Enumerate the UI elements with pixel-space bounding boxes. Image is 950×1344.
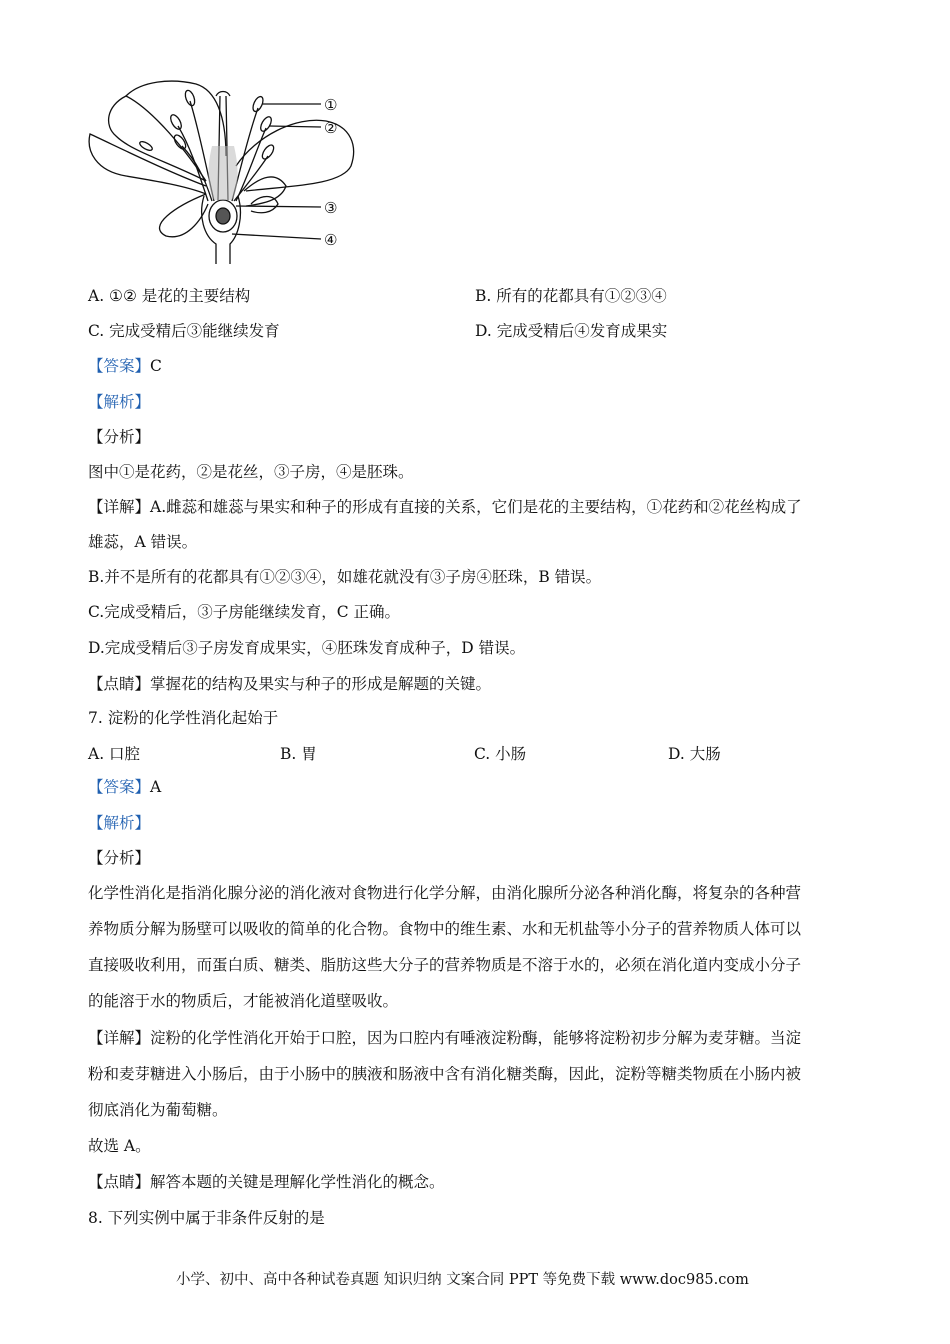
q7-option-d: D. 大肠 xyxy=(668,745,721,763)
q7-dianjing xyxy=(88,1171,445,1193)
q6-dianjing xyxy=(88,673,491,695)
figure-label-4: ④ xyxy=(324,231,338,249)
q7-jiexi-tag: 【解析】 xyxy=(88,814,151,832)
dianjing-tag: 【点睛】 xyxy=(88,1173,151,1191)
answer-value: C xyxy=(150,357,162,375)
q7-answer xyxy=(88,776,161,798)
flower-structure-figure xyxy=(86,76,360,264)
answer-tag: 【答案】 xyxy=(88,778,151,796)
xiangjie-tag: 【详解】 xyxy=(88,1029,151,1047)
q7-fenxi-line: 直接吸收利用，而蛋白质、糖类、脂肪这些大分子的营养物质是不溶于水的，必须在消化道内变成小分子 xyxy=(88,956,802,974)
q6-xiangjie-line1 xyxy=(88,496,802,518)
q6-fenxi-text: 图中①是花药，②是花丝，③子房，④是胚珠。 xyxy=(88,463,414,481)
q6-option-d: D. 完成受精后④发育成果实 xyxy=(475,322,668,340)
dianjing-text: 掌握花的结构及果实与种子的形成是解题的关键。 xyxy=(150,675,492,693)
answer-value: A xyxy=(150,778,162,796)
q7-option-a: A. 口腔 xyxy=(88,745,141,763)
q6-c-explanation: C.完成受精后，③子房能继续发育，C 正确。 xyxy=(88,603,401,621)
q6-answer xyxy=(88,355,162,377)
dianjing-tag: 【点睛】 xyxy=(88,675,151,693)
q7-fenxi-line: 养物质分解为肠壁可以吸收的简单的化合物。食物中的维生素、水和无机盐等小分子的营养物质人体可以 xyxy=(88,920,802,938)
q7-xiangjie-line: 彻底消化为葡萄糖。 xyxy=(88,1101,228,1119)
q7-fenxi-line: 的能溶于水的物质后，才能被消化道壁吸收。 xyxy=(88,992,399,1010)
xiangjie-text: 淀粉的化学性消化开始于口腔，因为口腔内有唾液淀粉酶，能够将淀粉初步分解为麦芽糖。当淀 xyxy=(150,1029,802,1047)
q7-xiangjie-line xyxy=(88,1027,801,1049)
q6-option-c: C. 完成受精后③能继续发育 xyxy=(88,322,280,340)
figure-label-2: ② xyxy=(324,119,338,137)
q6-d-explanation: D.完成受精后③子房发育成果实，④胚珠发育成种子，D 错误。 xyxy=(88,639,526,657)
dianjing-text: 解答本题的关键是理解化学性消化的概念。 xyxy=(150,1173,445,1191)
q7-option-b: B. 胃 xyxy=(280,745,317,763)
page-footer: 小学、初中、高中各种试卷真题 知识归纳 文案合同 PPT 等免费下载 www.doc985.com xyxy=(176,1272,749,1288)
figure-label-3: ③ xyxy=(324,199,338,217)
figure-label-1: ① xyxy=(324,96,338,114)
q7-fenxi-tag: 【分析】 xyxy=(88,849,151,867)
q6-option-a: A. ①② 是花的主要结构 xyxy=(88,287,251,305)
xiangjie-text: A.雌蕊和雄蕊与果实和种子的形成有直接的关系，它们是花的主要结构，①花药和②花丝构成了 xyxy=(150,498,802,516)
answer-tag: 【答案】 xyxy=(88,357,151,375)
q7-conclusion: 故选 A。 xyxy=(88,1137,151,1155)
q6-b-explanation: B.并不是所有的花都具有①②③④，如雄花就没有③子房④胚珠，B 错误。 xyxy=(88,568,602,586)
q7-question: 7. 淀粉的化学性消化起始于 xyxy=(88,709,279,727)
q6-xiangjie-line2: 雄蕊，A 错误。 xyxy=(88,533,198,551)
q7-option-c: C. 小肠 xyxy=(474,745,527,763)
q7-fenxi-line: 化学性消化是指消化腺分泌的消化液对食物进行化学分解，由消化腺所分泌各种消化酶，将复杂的各种营 xyxy=(88,884,802,902)
q6-fenxi-tag: 【分析】 xyxy=(88,428,151,446)
q7-xiangjie-line: 粉和麦芽糖进入小肠后，由于小肠中的胰液和肠液中含有消化糖类酶，因此，淀粉等糖类物质在小肠内被 xyxy=(88,1065,802,1083)
flower-diagram xyxy=(86,76,360,264)
xiangjie-tag: 【详解】 xyxy=(88,498,151,516)
q6-option-b: B. 所有的花都具有①②③④ xyxy=(475,287,667,305)
q6-jiexi-tag: 【解析】 xyxy=(88,393,151,411)
q8-question: 8. 下列实例中属于非条件反射的是 xyxy=(88,1209,325,1227)
